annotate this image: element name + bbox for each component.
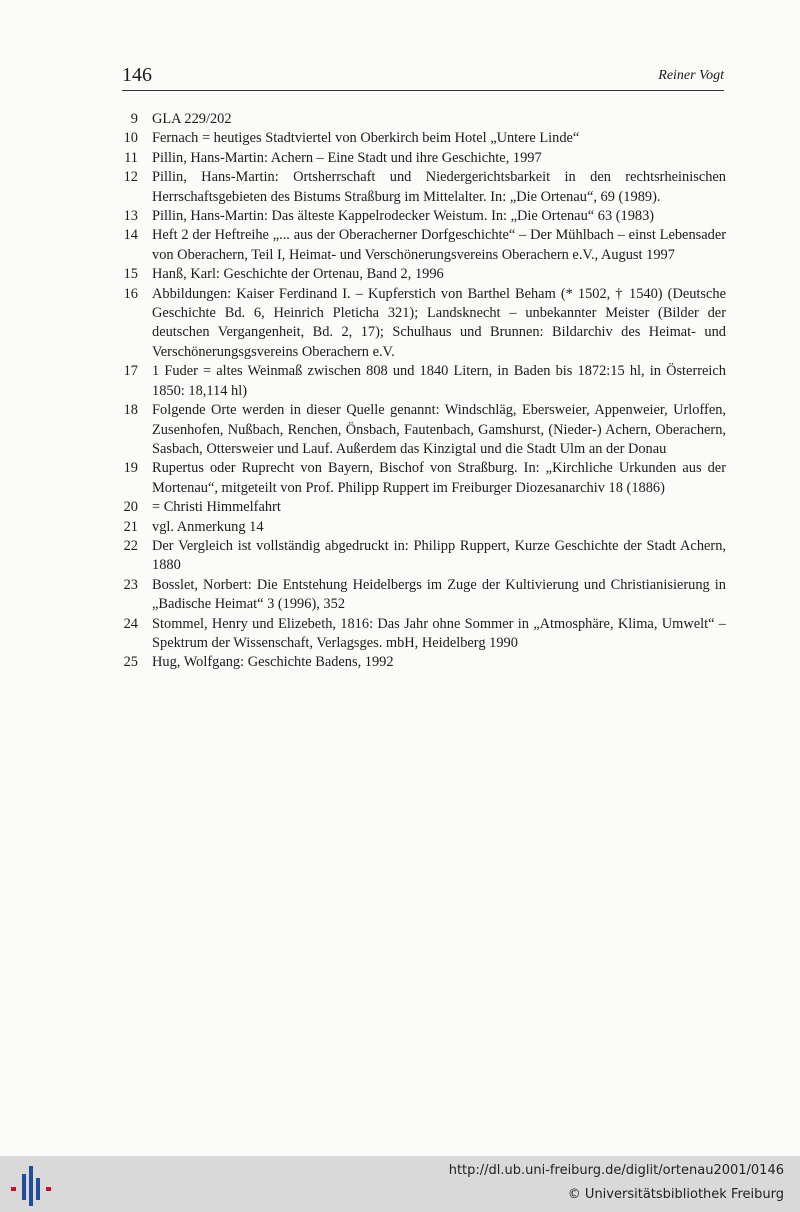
footnote-text: Pillin, Hans-Martin: Achern – Eine Stadt und ihre Geschichte, 1997 bbox=[152, 149, 542, 166]
footnote-text: Fernach = heutiges Stadtviertel von Oberkirch beim Hotel „Untere Linde“ bbox=[152, 130, 580, 147]
footnote-number: 18 bbox=[123, 402, 138, 419]
footnote-item bbox=[116, 129, 726, 148]
footnote-number: 11 bbox=[124, 149, 138, 166]
footnote-item bbox=[116, 537, 726, 576]
footnote-number: 12 bbox=[123, 169, 138, 186]
footnote-number: 24 bbox=[123, 615, 138, 632]
footnote-item bbox=[116, 653, 726, 672]
footnote-text: Stommel, Henry und Elizebeth, 1816: Das Jahr ohne Sommer in „Atmosphäre, Klima, Umwelt“ – Spektrum der Wissenschaft, Verlagsges. mbH, Heidelberg 1990 bbox=[152, 615, 726, 651]
footnote-text: = Christi Himmelfahrt bbox=[152, 499, 281, 516]
footnote-item bbox=[116, 576, 726, 615]
footnote-item bbox=[116, 207, 726, 226]
footnote-number: 22 bbox=[123, 537, 138, 554]
copyright-notice: © Universitätsbibliothek Freiburg bbox=[567, 1187, 784, 1202]
footnote-item bbox=[116, 285, 726, 363]
running-head-author: Reiner Vogt bbox=[658, 68, 724, 83]
footnote-item bbox=[116, 226, 726, 265]
footnote-number: 16 bbox=[123, 285, 138, 302]
footnote-item bbox=[116, 149, 726, 168]
footnote-number: 19 bbox=[123, 460, 138, 477]
footnote-item bbox=[116, 265, 726, 284]
ub-freiburg-logo-icon[interactable] bbox=[10, 1166, 52, 1206]
footnote-text: Abbildungen: Kaiser Ferdinand I. – Kupferstich von Barthel Beham (* 1502, † 1540) (Deutsche Geschichte Bd. 6, Heinrich Pleticha 321); Landsknecht – unbekannter Meister (Bilder der deutschen Vergangenheit, Bd. 2, 17); Schulhaus und Brunnen: Bildarchiv des Heimat- und Verschönerungsgsvereins Oberachern e.V. bbox=[152, 285, 726, 360]
footnote-number: 17 bbox=[123, 363, 138, 380]
footnote-item bbox=[116, 110, 726, 129]
footnote-text: Hanß, Karl: Geschichte der Ortenau, Band 2, 1996 bbox=[152, 266, 444, 283]
footnote-item bbox=[116, 459, 726, 498]
footnote-number: 9 bbox=[130, 111, 138, 127]
footnote-text: Hug, Wolfgang: Geschichte Badens, 1992 bbox=[152, 654, 394, 671]
footnote-number: 10 bbox=[123, 130, 138, 147]
footnote-text: GLA 229/202 bbox=[152, 111, 232, 127]
footnote-text: 1 Fuder = altes Weinmaß zwischen 808 und 1840 Litern, in Baden bis 1872:15 hl, in Österreich 1850: 18,114 hl) bbox=[152, 363, 726, 399]
footnote-item bbox=[116, 615, 726, 654]
footnote-text: Heft 2 der Heftreihe „... aus der Oberacherner Dorfgeschichte“ – Der Mühlbach – einst Lebensader von Oberachern, Teil I, Heimat- und Verschönerungsvereins Oberachern e.V., August 1997 bbox=[152, 227, 726, 263]
footnote-text: Pillin, Hans-Martin: Ortsherrschaft und Niedergerichtsbarkeit in den rechtsrheinischen Herrschaftsgebieten des Bistums Straßburg im Mittelalter. In: „Die Ortenau“, 69 (1989). bbox=[152, 169, 726, 205]
footnote-number: 25 bbox=[123, 654, 138, 671]
footnote-number: 21 bbox=[123, 518, 138, 535]
page-header bbox=[122, 64, 724, 91]
footnote-number: 13 bbox=[123, 208, 138, 225]
footnote-text: Bosslet, Norbert: Die Entstehung Heidelbergs im Zuge der Kultivierung und Christianisierung in „Badische Heimat“ 3 (1996), 352 bbox=[152, 576, 726, 613]
footnote-number: 15 bbox=[123, 266, 138, 283]
footnote-item bbox=[116, 168, 726, 207]
permalink-url[interactable]: http://dl.ub.uni-freiburg.de/diglit/ortenau2001/0146 bbox=[448, 1163, 784, 1178]
footnote-number: 14 bbox=[123, 227, 138, 244]
footnote-number: 20 bbox=[123, 499, 138, 516]
footnote-text: Rupertus oder Ruprecht von Bayern, Bischof von Straßburg. In: „Kirchliche Urkunden aus der Mortenau“, mitgeteilt von Prof. Philipp Ruppert im Freiburger Diozesanarchiv 18 (1886) bbox=[152, 460, 726, 496]
footnote-number: 23 bbox=[123, 576, 138, 593]
page-number: 146 bbox=[122, 64, 152, 86]
footnote-item bbox=[116, 498, 726, 517]
footnotes-list bbox=[116, 110, 726, 673]
footnote-text: Folgende Orte werden in dieser Quelle genannt: Windschläg, Ebersweier, Appenweier, Urloffen, Zusenhofen, Nußbach, Renchen, Önsbach, Fautenbach, Gamshurst, (Nieder-) Achern, Oberachern, Sasbach, Ottersweier und Lauf. Außerdem das Kinzigtal und die Stadt Ulm an der Donau bbox=[152, 402, 726, 457]
footnote-item bbox=[116, 362, 726, 401]
footnote-text: Der Vergleich ist vollständig abgedruckt in: Philipp Ruppert, Kurze Geschichte der Stadt Achern, 1880 bbox=[152, 537, 726, 574]
footnote-text: vgl. Anmerkung 14 bbox=[152, 518, 264, 535]
footnote-item bbox=[116, 401, 726, 459]
footnote-text: Pillin, Hans-Martin: Das älteste Kappelrodecker Weistum. In: „Die Ortenau“ 63 (1983) bbox=[152, 208, 655, 225]
footnote-item bbox=[116, 518, 726, 537]
viewer-footer bbox=[0, 1156, 800, 1212]
